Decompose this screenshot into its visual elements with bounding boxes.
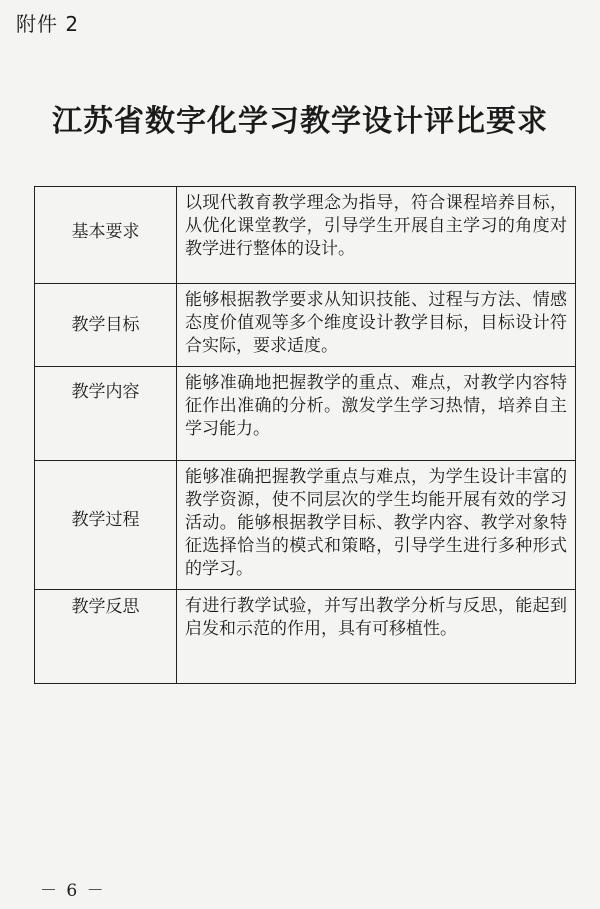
- row-text-teaching-reflection: 有进行教学试验，并写出教学分析与反思，能起到启发和示范的作用，具有可移植性。: [177, 590, 576, 684]
- table-row: [35, 461, 576, 590]
- table-row: [35, 284, 576, 367]
- row-text-teaching-content: 能够准确地把握教学的重点、难点，对教学内容特征作出准确的分析。激发学生学习热情，培养自主学习能力。: [177, 367, 576, 461]
- table-row: [35, 187, 576, 284]
- row-label-teaching-content: 教学内容: [35, 367, 177, 461]
- row-label-basic-requirements: 基本要求: [35, 187, 177, 284]
- page-number: － 6 －: [40, 881, 106, 901]
- criteria-table: [34, 186, 576, 684]
- row-label-teaching-reflection: 教学反思: [35, 590, 177, 684]
- row-label-teaching-objectives: 教学目标: [35, 284, 177, 367]
- row-text-basic-requirements: 以现代教育教学理念为指导，符合课程培养目标，从优化课堂教学，引导学生开展自主学习的角度对教学进行整体的设计。: [177, 187, 576, 284]
- row-text-teaching-objectives: 能够根据教学要求从知识技能、过程与方法、情感态度价值观等多个维度设计教学目标，目标设计符合实际，要求适度。: [177, 284, 576, 367]
- table-row: [35, 367, 576, 461]
- table-row: [35, 590, 576, 684]
- row-label-teaching-process: 教学过程: [35, 461, 177, 590]
- row-text-teaching-process: 能够准确把握教学重点与难点，为学生设计丰富的教学资源，使不同层次的学生均能开展有效的学习活动。能够根据教学目标、教学内容、教学对象特征选择恰当的模式和策略，引导学生进行多种形式的学习。: [177, 461, 576, 590]
- attachment-label: 附件 2: [16, 12, 80, 36]
- document-title: 江苏省数字化学习教学设计评比要求: [52, 104, 548, 139]
